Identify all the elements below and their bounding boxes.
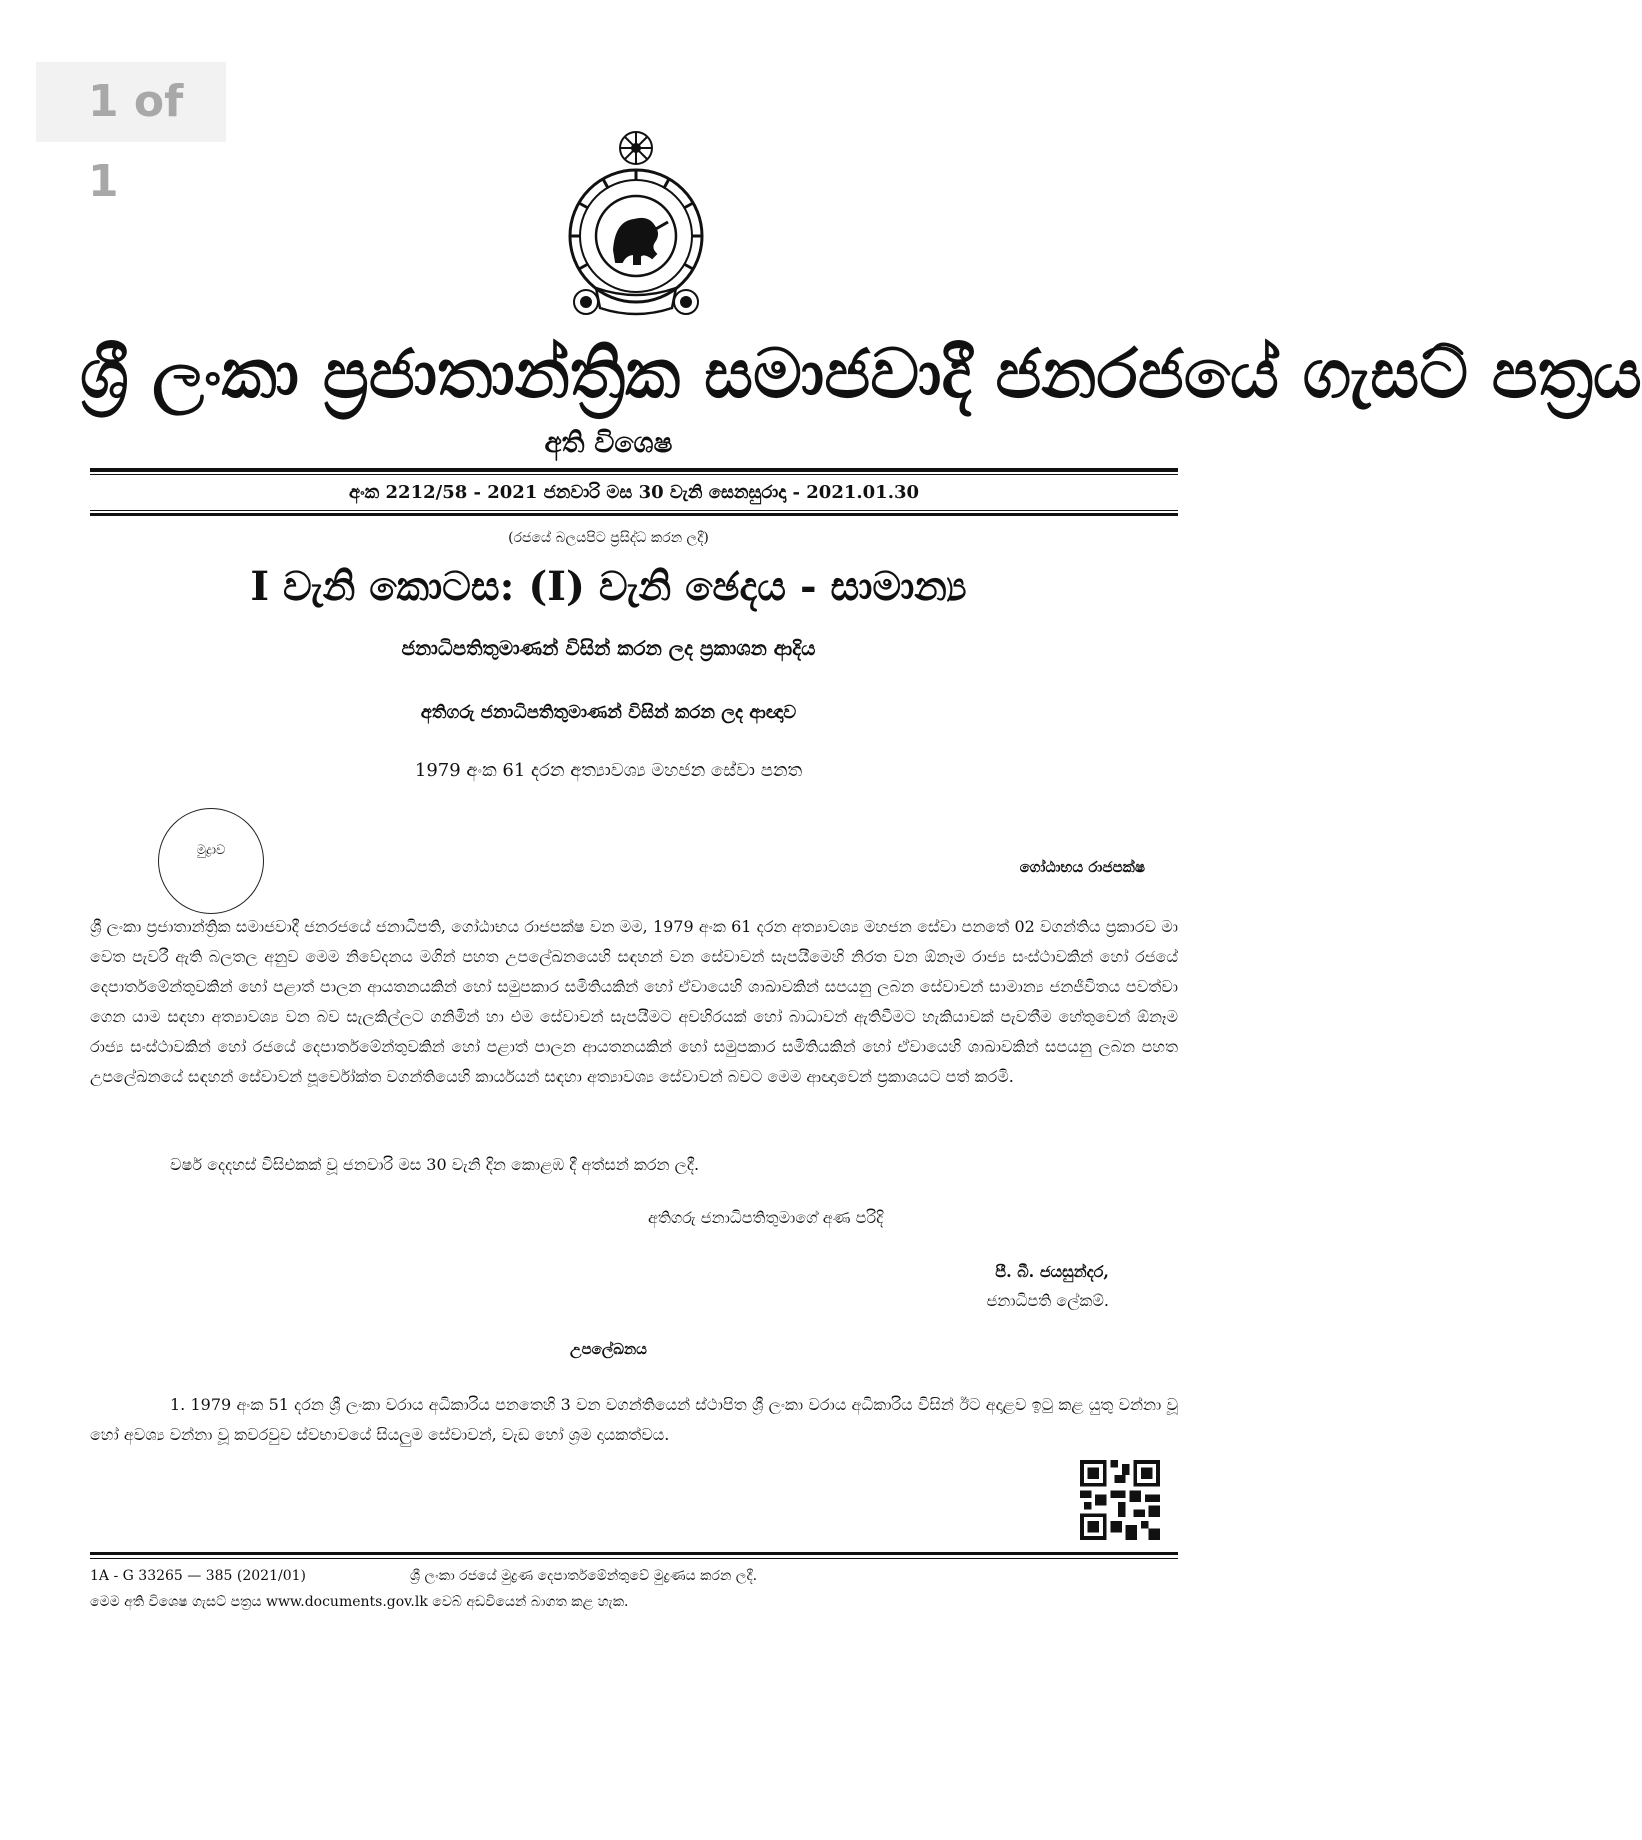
part-heading: I වැනි කොටස: (I) වැනි ඡෙදය - සාමාන්‍ය [250, 563, 967, 610]
page-indicator: 1 of 1 [36, 62, 226, 142]
proclamations-heading: ජනාධිපතිතුමාණන් විසින් කරන ලද ප්‍රකාශන ආදිය [401, 636, 816, 660]
act-reference: 1979 අංක 61 දරන අත්‍යාවශ්‍ය මහජන සේවා පනත [414, 760, 803, 781]
president-name: ගෝඨාභය රාජපක්ෂ [1019, 858, 1145, 876]
footer-rule-thin [90, 1558, 1178, 1559]
footer-code: 1A - G 33265 — 385 (2021/01) [90, 1568, 306, 1584]
authority-note: (රජයේ බලයපිට ප්‍රසිද්ධ කරන ලදී) [508, 530, 709, 546]
issue-rule-thin [90, 510, 1178, 511]
footer-printer: ශ්‍රී ලංකා රජයේ මුද්‍රණ දෙපාර්තමේන්තුවේ මුද්‍රණය කරන ලදී. [410, 1568, 758, 1584]
secretary-name: පී. බී. ජයසුන්දර, [995, 1262, 1109, 1281]
issue-line: අංක 2212/58 - 2021 ජනවාරි මස 30 වැනි සෙනසුරාදා - 2021.01.30 [348, 482, 920, 503]
state-emblem-icon [556, 126, 716, 326]
header-rule-thin [90, 474, 1178, 475]
header-rule-thick [90, 468, 1178, 472]
seal-label: මුද්‍රාව [196, 843, 226, 858]
seal-circle [158, 808, 264, 914]
dated-line: වර්ෂ දෙදහස් විසිඑකක් වූ ජනවාරි මස 30 වැනි දින කොළඹ දී අත්සන් කරන ලදී. [170, 1155, 700, 1174]
issue-rule-thick [90, 513, 1178, 516]
by-order-line: අතිගරු ජනාධිපතිතුමාගේ අණ පරිදි [648, 1208, 884, 1227]
footer-download: මෙම අති විශෙෂ ගැසට් පත්‍රය www.documents.gov.lk වෙබ් අඩවියෙන් බාගත කළ හැක. [90, 1594, 629, 1610]
order-body: ශ්‍රී ලංකා ප්‍රජාතාන්ත්‍රික සමාජවාදී ජනරජයේ ජනාධිපති, ගෝඨාභය රාජපක්ෂ වන මම, 1979 අංක 61 දරන අත්‍යාවශ්‍ය මහජන සේවා පනතේ 02 වගන්තිය ප්‍රකාරව මා වෙත පැවරී ඇති බලතල අනුව මෙම නිවේදනය මගින් පහත උපලේඛනයෙහි සඳහන් වන සේවාවන් සැපයීමෙහි නිරත වන ඕනෑම රාජ්‍ය සංස්ථාවකින් හෝ රජයේ දෙපාර්තමේන්තුවකින් හෝ පළාත් පාලන ආයතනයකින් හෝ සමුපකාර සමිතියකින් හෝ ඒවායෙහි ශාඛාවකින් සපයනු ලබන සේවාවන් සාමාන්‍ය ජනජීවිතය පවත්වා ගෙන යාම සඳහා අත්‍යාවශ්‍ය වන බව සැලකිල්ලට ගනිමින් හා එම සේවාවන් සැපයීමට අවහිරයක් හෝ බාධාවන් ඇතිවීමට හැකියාවක් පැවතීම හේතුවෙන් ඕනෑම රාජ්‍ය සංස්ථාවකින් හෝ රජයේ දෙපාර්තමේන්තුවකින් හෝ පළාත් පාලන ආයතනයකින් හෝ සමුපකාර සමිතියකින් හෝ ඒවායෙහි ශාඛාවකින් සපයනු ලබන පහත උපලේඛනයේ සඳහන් සේවාවන් පූර්වෝක්ත වගන්තියෙහි කාර්යයන් සඳහා අත්‍යාවශ්‍ය සේවාවන් බවට මෙම ආඥාවෙන් ප්‍රකාශයට පත් කරමි. [90, 917, 1178, 1086]
order-heading: අතිගරු ජනාධිපතිතුමාණන් විසින් කරන ලද ආඥාව [420, 702, 797, 723]
footer-rule-thick [90, 1552, 1178, 1555]
schedule-item: 1. 1979 අංක 51 දරන ශ්‍රී ලංකා වරාය අධිකාරිය පනතෙහි 3 වන වගන්තියෙන් ස්ථාපිත ශ්‍රී ලංකා වරාය අධිකාරිය විසින් ඊට අදාළව ඉටු කළ යුතු වන්නා වූ හෝ අවශ්‍ය වන්නා වූ කවරවුව ස්වභාවයේ සියලුම සේවාවන්, වැඩ හෝ ශ්‍රම දායකත්වය. [90, 1395, 1178, 1444]
secretary-title: ජනාධිපති ලේකම්. [986, 1291, 1109, 1310]
gazette-title: ශ්‍රී ලංකා ප්‍රජාතාන්ත්‍රික සමාජවාදී ජනරජයේ ගැසට් පත්‍රය [80, 334, 1642, 414]
qr-code-icon [1080, 1460, 1160, 1540]
gazette-subtitle: අති විශෙෂ [544, 426, 673, 459]
schedule-heading: උපලේඛනය [570, 1340, 647, 1358]
